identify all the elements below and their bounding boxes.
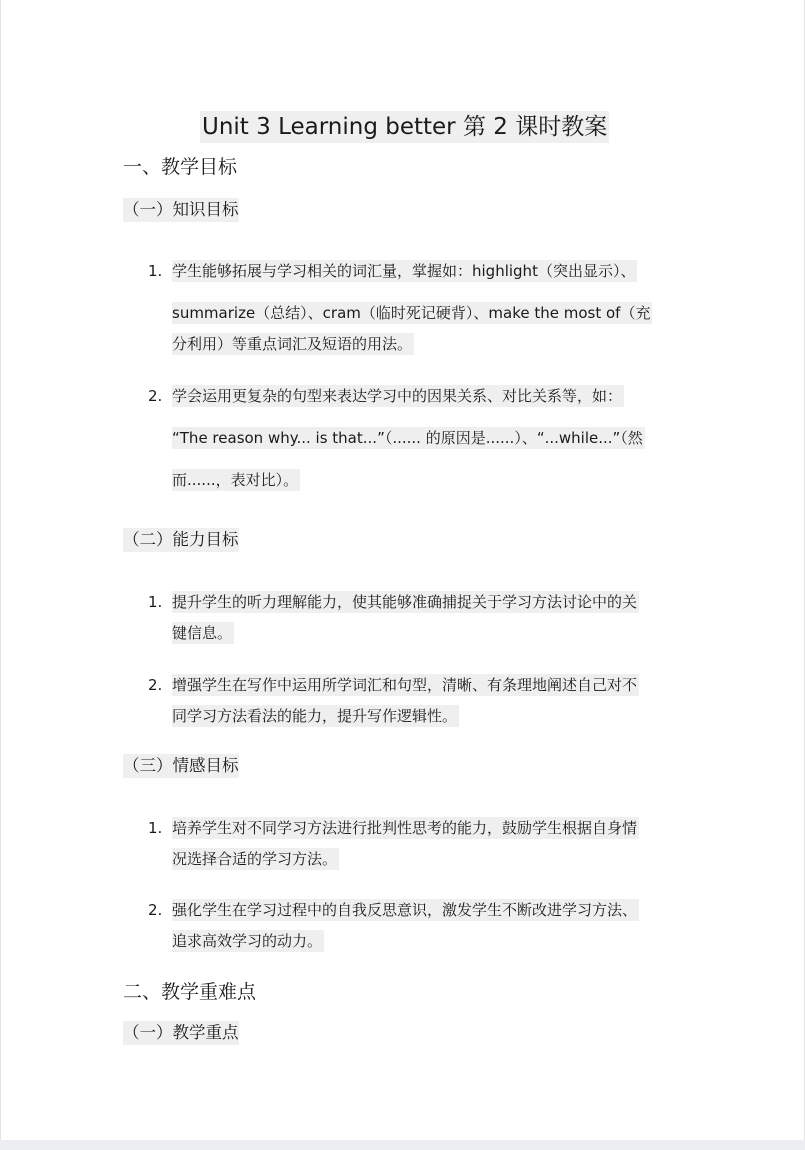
list-number: 1. [148, 262, 163, 280]
list-number: 2. [148, 387, 163, 405]
list-number: 2. [148, 901, 163, 919]
list-line: 同学习方法看法的能力，提升写作逻辑性。 [172, 707, 458, 725]
list-line: 追求高效学习的动力。 [172, 932, 323, 950]
list-number: 1. [148, 593, 163, 611]
list-line: 增强学生在写作中运用所学词汇和句型，清晰、有条理地阐述自己对不 [172, 676, 638, 694]
subsection-heading-knowledge: （一）知识目标 [123, 198, 239, 222]
list-line: 而......，表对比）。 [172, 471, 299, 489]
list-number: 1. [148, 819, 163, 837]
list-line: 键信息。 [172, 624, 233, 642]
document-title: Unit 3 Learning better 第 2 课时教案 [200, 111, 609, 143]
list-line: 况选择合适的学习方法。 [172, 850, 338, 868]
list-line: 强化学生在学习过程中的自我反思意识，激发学生不断改进学习方法、 [172, 901, 638, 919]
list-line: 学生能够拓展与学习相关的词汇量，掌握如：highlight（突出显示）、 [172, 262, 636, 280]
subsection-heading-ability: （二）能力目标 [123, 528, 239, 552]
list-line: “The reason why... is that...”（...... 的原因是......）、“...while...”（然 [172, 429, 643, 447]
list-number: 2. [148, 676, 163, 694]
list-line: 分利用）等重点词汇及短语的用法。 [172, 335, 413, 353]
page-bottom-strip [0, 1140, 805, 1150]
subsection-heading-key-focus: （一）教学重点 [123, 1021, 239, 1045]
list-line: summarize（总结）、cram（临时死记硬背）、make the most of（充 [172, 304, 651, 322]
subsection-heading-emotion: （三）情感目标 [123, 754, 239, 778]
list-line: 提升学生的听力理解能力，使其能够准确捕捉关于学习方法讨论中的关 [172, 593, 638, 611]
section-heading-objectives: 一、教学目标 [123, 156, 238, 178]
section-heading-key-points: 二、教学重难点 [123, 981, 257, 1003]
list-line: 培养学生对不同学习方法进行批判性思考的能力，鼓励学生根据自身情 [172, 819, 638, 837]
list-line: 学会运用更复杂的句型来表达学习中的因果关系、对比关系等，如： [172, 387, 623, 405]
